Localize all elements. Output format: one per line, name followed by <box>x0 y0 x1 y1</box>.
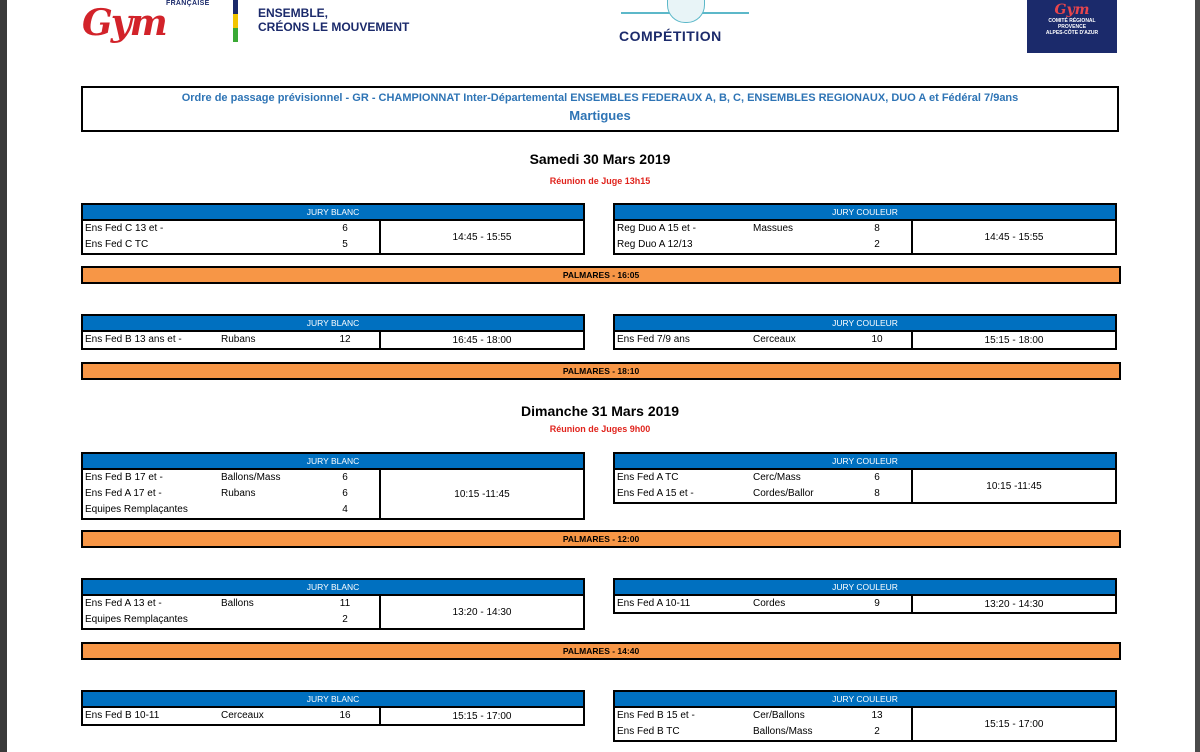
apparatus: Massues <box>753 223 794 234</box>
jury-table-blanc <box>81 203 585 255</box>
apparatus: Cer/Ballons <box>753 710 805 721</box>
participant-count: 5 <box>342 239 348 250</box>
tagline-line2: CRÉONS LE MOUVEMENT <box>258 20 410 34</box>
jury-body <box>615 596 1115 612</box>
jury-body <box>83 221 583 253</box>
apparatus: Cerceaux <box>753 334 796 345</box>
document-location: Martigues <box>569 108 631 123</box>
apparatus: Ballons <box>221 598 254 609</box>
jury-table-couleur <box>613 203 1117 255</box>
comite-line3: ALPES-CÔTE D'AZUR <box>1045 30 1099 36</box>
jury-body <box>615 221 1115 253</box>
jury-table-couleur <box>613 578 1117 614</box>
group-name: Equipes Remplaçantes <box>85 614 188 625</box>
group-name: Equipes Remplaçantes <box>85 504 188 515</box>
comite-line2: PROVENCE <box>1057 24 1087 30</box>
group-name: Ens Fed A 13 et - <box>85 598 162 609</box>
jury-body <box>615 470 1115 502</box>
time-slot: 14:45 - 15:55 <box>379 221 583 253</box>
stripe-band <box>233 28 238 42</box>
time-slot: 10:15 -11:45 <box>911 470 1115 502</box>
participant-count: 9 <box>874 598 880 609</box>
comite-regional-logo <box>1027 0 1117 53</box>
group-name: Ens Fed B TC <box>617 726 680 737</box>
apparatus: Rubans <box>221 334 256 345</box>
apparatus: Ballons/Mass <box>753 726 813 737</box>
tagline-line1: ENSEMBLE, <box>258 6 329 20</box>
time-slot: 13:20 - 14:30 <box>911 596 1115 612</box>
document-title-box <box>81 86 1119 132</box>
time-slot: 14:45 - 15:55 <box>911 221 1115 253</box>
participant-count: 11 <box>339 598 351 609</box>
apparatus: Ballons/Mass <box>221 472 281 483</box>
comite-logo-word: Gym <box>1054 2 1090 18</box>
jury-header: JURY BLANC <box>83 580 583 596</box>
group-name: Ens Fed B 13 ans et - <box>85 334 182 345</box>
comite-line1: COMITÉ RÉGIONAL <box>1048 18 1096 24</box>
jury-table-blanc <box>81 452 585 520</box>
jury-header: JURY COULEUR <box>615 205 1115 221</box>
participant-count: 13 <box>871 710 883 721</box>
participant-count: 12 <box>339 334 351 345</box>
participant-count: 6 <box>874 472 880 483</box>
group-name: Ens Fed A 17 et - <box>85 488 162 499</box>
jury-body <box>615 708 1115 740</box>
participant-count: 2 <box>342 614 348 625</box>
participant-count: 8 <box>874 488 880 499</box>
jury-header: JURY COULEUR <box>615 316 1115 332</box>
judges-meeting: Réunion de Juge 13h15 <box>549 176 651 186</box>
participant-count: 16 <box>339 710 351 721</box>
ffgym-logo-word: Gym <box>82 2 166 44</box>
stripe-band <box>233 0 238 14</box>
participant-count: 8 <box>874 223 880 234</box>
jury-header: JURY COULEUR <box>615 692 1115 708</box>
jury-table-couleur <box>613 690 1117 742</box>
group-name: Ens Fed A TC <box>617 472 679 483</box>
group-name: Ens Fed A 10-11 <box>617 598 691 609</box>
apparatus: Cerc/Mass <box>753 472 801 483</box>
time-slot: 16:45 - 18:00 <box>379 332 583 348</box>
stripe-band <box>233 14 238 28</box>
time-slot: 15:15 - 17:00 <box>911 708 1115 740</box>
page-edge-left <box>0 0 7 752</box>
competition-label: COMPÉTITION <box>619 28 722 44</box>
jury-body <box>83 332 583 348</box>
palmares-bar: PALMARES - 16:05 <box>81 266 1121 284</box>
palmares-bar: PALMARES - 18:10 <box>81 362 1121 380</box>
participant-count: 6 <box>342 223 348 234</box>
participant-count: 2 <box>874 726 880 737</box>
participant-count: 10 <box>871 334 883 345</box>
jury-body <box>83 596 583 628</box>
document-title: Ordre de passage prévisionnel - GR - CHAMPIONNAT Inter-Départemental ENSEMBLES FEDERAUX A, B, C, ENSEMBLES REGIONAUX, DUO A et Fédéral 7/9ans <box>181 92 1019 104</box>
competition-badge-icon <box>667 0 705 23</box>
jury-header: JURY BLANC <box>83 205 583 221</box>
group-name: Ens Fed B 15 et - <box>617 710 695 721</box>
time-slot: 10:15 -11:45 <box>379 470 583 518</box>
jury-body <box>615 332 1115 348</box>
jury-header: JURY BLANC <box>83 692 583 708</box>
tagline <box>258 6 409 34</box>
time-slot: 15:15 - 17:00 <box>379 708 583 724</box>
apparatus: Cordes/Ballor <box>753 488 814 499</box>
tricolor-stripe <box>233 0 238 42</box>
group-name: Ens Fed C 13 et - <box>85 223 164 234</box>
time-slot: 15:15 - 18:00 <box>911 332 1115 348</box>
group-name: Ens Fed 7/9 ans <box>617 334 690 345</box>
participant-count: 6 <box>342 472 348 483</box>
participant-count: 2 <box>874 239 880 250</box>
day-title: Samedi 30 Mars 2019 <box>529 151 671 167</box>
jury-header: JURY BLANC <box>83 316 583 332</box>
group-name: Reg Duo A 12/13 <box>617 239 693 250</box>
jury-table-blanc <box>81 578 585 630</box>
group-name: Ens Fed C TC <box>85 239 149 250</box>
jury-body <box>83 708 583 724</box>
ffgym-logo <box>78 0 238 48</box>
jury-header: JURY COULEUR <box>615 580 1115 596</box>
jury-table-couleur <box>613 314 1117 350</box>
group-name: Ens Fed A 15 et - <box>617 488 694 499</box>
jury-body <box>83 470 583 518</box>
group-name: Ens Fed B 17 et - <box>85 472 163 483</box>
jury-header: JURY BLANC <box>83 454 583 470</box>
jury-table-blanc <box>81 690 585 726</box>
judges-meeting: Réunion de Juges 9h00 <box>549 424 651 434</box>
palmares-bar: PALMARES - 14:40 <box>81 642 1121 660</box>
jury-table-couleur <box>613 452 1117 504</box>
palmares-bar: PALMARES - 12:00 <box>81 530 1121 548</box>
page-edge-right <box>1195 0 1200 752</box>
participant-count: 6 <box>342 488 348 499</box>
apparatus: Cerceaux <box>221 710 264 721</box>
group-name: Reg Duo A 15 et - <box>617 223 696 234</box>
jury-table-blanc <box>81 314 585 350</box>
day-title: Dimanche 31 Mars 2019 <box>521 403 679 419</box>
group-name: Ens Fed B 10-11 <box>85 710 160 721</box>
time-slot: 13:20 - 14:30 <box>379 596 583 628</box>
ffgym-logo-label: FRANÇAISE <box>166 0 210 7</box>
participant-count: 4 <box>342 504 348 515</box>
apparatus: Rubans <box>221 488 256 499</box>
apparatus: Cordes <box>753 598 786 609</box>
jury-header: JURY COULEUR <box>615 454 1115 470</box>
competition-logo <box>615 0 755 48</box>
